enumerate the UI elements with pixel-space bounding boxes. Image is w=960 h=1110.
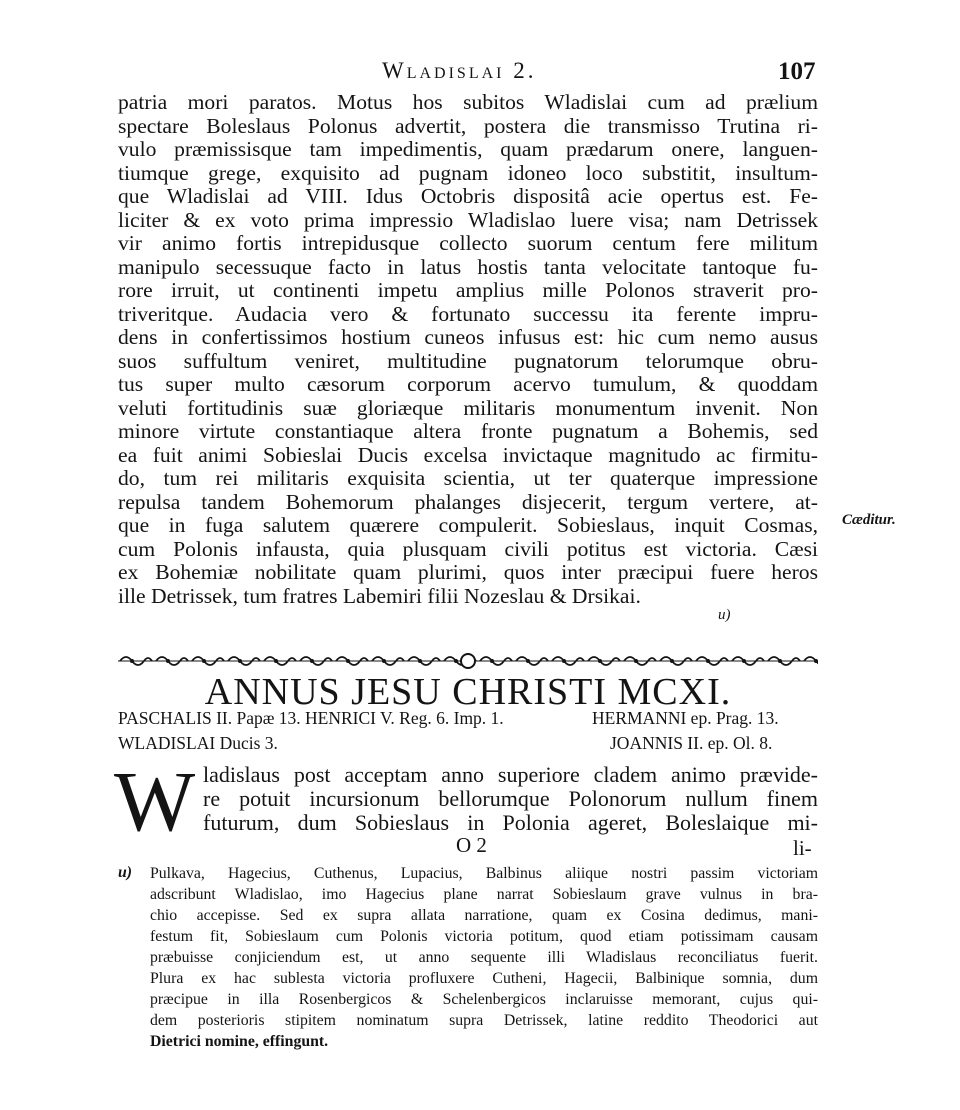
ornament-rule — [118, 651, 818, 671]
body-line: rore irruit, ut continenti impetu amplius mille Polonos straverit pro- — [118, 278, 818, 302]
regnal-line: JOANNIS II. ep. Ol. 8. — [610, 733, 773, 753]
footnote-line: festum fit, Sobieslaum cum Polonis victoria potitum, quod etiam potissimam causam — [150, 928, 818, 945]
footnote-reference: u) — [718, 607, 731, 623]
running-title: Wladislai 2. — [382, 58, 537, 83]
body-line: spectare Boleslaus Polonus advertit, postera die transmisso Trutina ri- — [118, 113, 818, 138]
footnote-line: Plura ex hac sublesta victoria profluxere Cutheni, Hagecii, Balbinique somnia, dum — [150, 970, 818, 987]
body-line: que Wladislai ad VIII. Idus Octobris dispositâ acie opertus est. Fe- — [118, 184, 818, 208]
year-heading: ANNUS JESU CHRISTI MCXI. — [204, 671, 732, 713]
body-line: ex Bohemiæ nobilitate quam plurimi, quos inter præcipui fuere heros — [118, 560, 818, 584]
page-number: 107 — [778, 58, 816, 85]
body-line: repulsa tandem Bohemorum phalanges disjecerit, tergum vertere, at- — [118, 489, 818, 514]
footnote-line: Dietrici nomine, effingunt. — [150, 1033, 329, 1050]
body-line: manipulo secessuque facto in latus hostis tanta velocitate tantoque fu- — [118, 254, 818, 279]
body-line: liciter & ex voto prima impressio Wladislao luere visa; nam Detrissek — [118, 207, 818, 232]
body-line: vir animo fortis intrepidusque collecto suorum centum fere militum — [118, 231, 818, 255]
body-line: do, tum rei militaris exquisita scientia, ut ter quaterque impressione — [118, 466, 818, 490]
opening-line: ladislaus post acceptam anno superiore cladem animo prævide- — [203, 762, 818, 787]
drop-cap: W — [114, 753, 196, 849]
body-line: tus super multo cæsorum corporum acervo tumulum, & quoddam — [118, 372, 818, 396]
footnote-line: dem posterioris stipitem nominatum supra Detrissek, latine reddito Theodorici aut — [150, 1012, 818, 1029]
margin-note: Cæditur. — [842, 512, 896, 528]
regnal-line: PASCHALIS II. Papæ 13. HENRICI V. Reg. 6. Imp. 1. — [118, 708, 504, 728]
footnote-line: chio accepisse. Sed ex supra allata narratione, quam ex Cosina dedimus, mani- — [150, 907, 818, 924]
body-line: ea fuit animi Sobieslai Ducis excelsa invictaque magnitudo ac firmitu- — [118, 442, 818, 467]
body-line: dens in confertissimos hostium cuneos infusus est: hic cum nemo ausus — [118, 325, 818, 349]
catchword: li- — [793, 836, 812, 860]
ornament-rule-graphic — [118, 651, 818, 671]
body-line: que in fuga salutem quærere compulerit. Sobieslaus, inquit Cosmas, — [118, 513, 818, 537]
body-line: cum Polonis infausta, quia plusquam civili potitus est victoria. Cæsi — [118, 536, 818, 561]
signature-mark: O 2 — [456, 833, 487, 857]
footnote-marker: u) — [118, 864, 133, 881]
body-line: tiumque grege, exquisito ad pugnam idoneo loco substitit, insultum- — [118, 160, 818, 185]
body-line: vulo præmissisque tam impedimentis, quam prædarum onere, languen- — [118, 137, 818, 161]
regnal-line: HERMANNI ep. Prag. 13. — [592, 708, 779, 728]
body-line: suos suffultum veniret, multitudine pugnatorum telorumque obru- — [118, 348, 818, 373]
footnote-line: præcipue in illa Rosenbergicos & Schelenbergicos inclaruisse memorant, cujus qui- — [150, 991, 818, 1008]
body-line: veluti fortitudinis suæ gloriæque militaris monumentum invenit. Non — [118, 395, 818, 420]
body-line: triveritque. Audacia vero & fortunato successu ita ferente impru- — [118, 301, 818, 326]
opening-line: futurum, dum Sobieslaus in Polonia ageret, Boleslaique mi- — [203, 810, 818, 835]
body-line: minore virtute constantiaque altera fronte pugnatum a Bohemis, sed — [118, 419, 818, 443]
body-line: ille Detrissek, tum fratres Labemiri filii Nozeslau & Drsikai. — [118, 583, 641, 608]
footnote-line: adscribunt Wladislao, imo Hagecius plane narrat Sobieslaum grave vulnus in bra- — [150, 886, 818, 903]
body-line: patria mori paratos. Motus hos subitos Wladislai cum ad prælium — [118, 90, 818, 114]
footnote-line: præbuisse conjiciendum est, ut anno sequente illi Wladislaus reconciliatus fuerit. — [150, 949, 818, 966]
opening-line: re potuit incursionum bellorumque Polonorum nullum finem — [203, 786, 818, 811]
footnote-line: Pulkava, Hagecius, Cuthenus, Lupacius, Balbinus aliique nostri passim victoriam — [150, 865, 818, 882]
regnal-line: WLADISLAI Ducis 3. — [118, 733, 278, 753]
